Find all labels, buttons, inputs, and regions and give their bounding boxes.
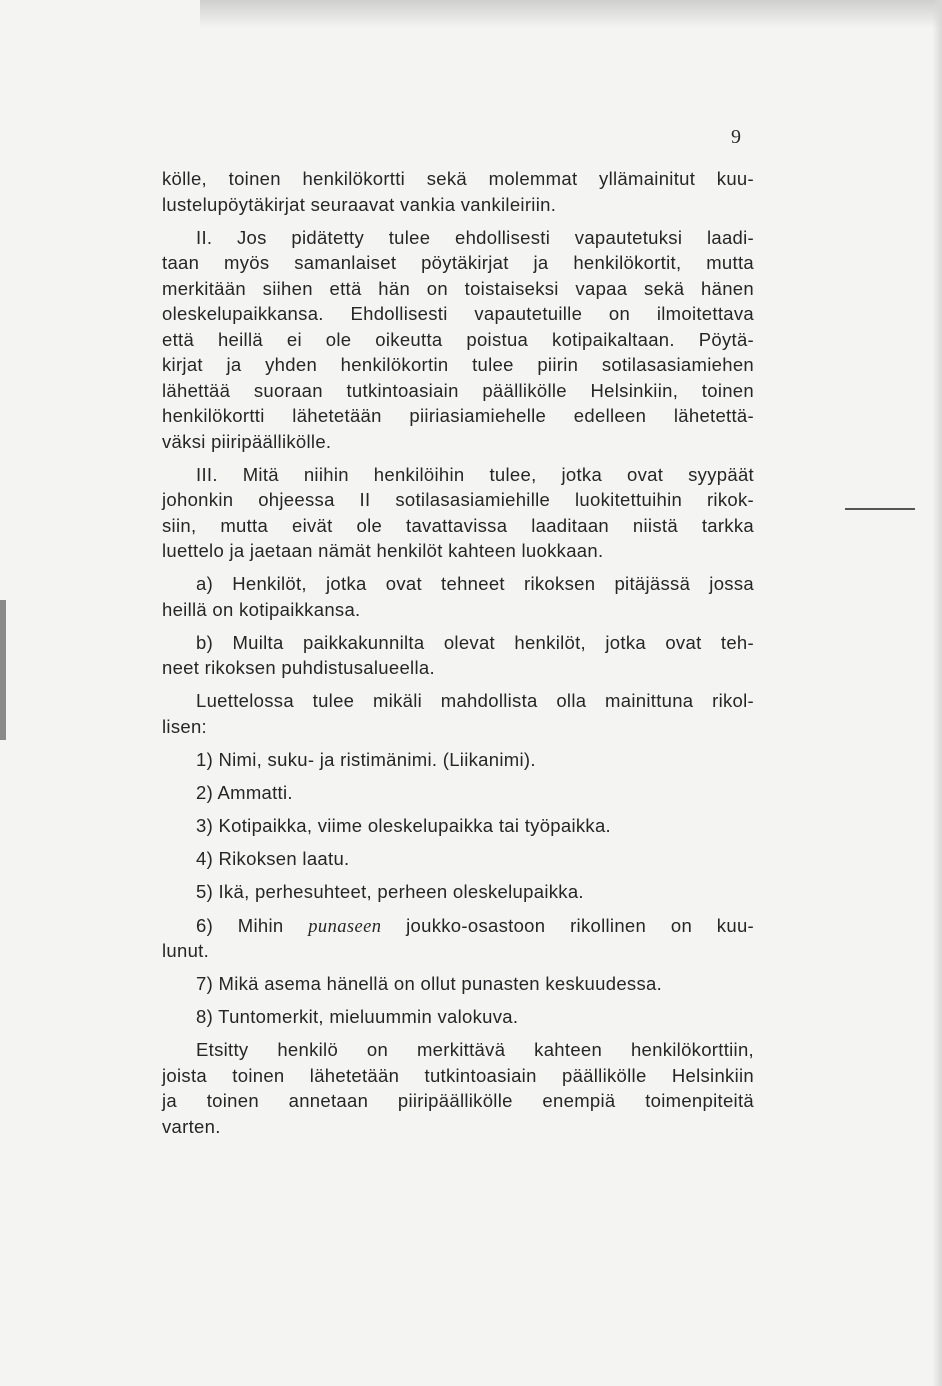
text-line: Luettelossa tulee mikäli mahdollista olla mainittuna rikol- bbox=[196, 690, 754, 712]
closing-paragraph bbox=[162, 1037, 754, 1139]
paper-fold-shadow bbox=[200, 0, 942, 28]
text-line: ja toinen annetaan piiripäällikölle enempiä toimenpiteitä bbox=[162, 1090, 754, 1112]
text-line: oleskelupaikkansa. Ehdollisesti vapautetuille on ilmoitettava bbox=[162, 303, 754, 325]
text-line: lähettää suoraan tutkintoasiain päällikölle Helsinkiin, toinen bbox=[162, 379, 754, 401]
text-line: luettelo ja jaetaan nämät henkilöt kahteen luokkaan. bbox=[162, 540, 604, 562]
section-3-paragraph bbox=[162, 462, 754, 564]
text-line: siin, mutta eivät ole tavattavissa laaditaan niistä tarkka bbox=[162, 514, 754, 536]
text-line: taan myös samanlaiset pöytäkirjat ja henkilökortit, mutta bbox=[162, 252, 754, 274]
list-item-emphasis: punaseen bbox=[308, 916, 382, 937]
list-item: 7) Mikä asema hänellä on ollut punasten keskuudessa. bbox=[196, 973, 663, 995]
class-a-paragraph bbox=[162, 571, 754, 622]
text-line: että heillä ei ole oikeutta poistua kotipaikaltaan. Pöytä- bbox=[162, 328, 754, 350]
text-line: johonkin ohjeessa II sotilasasiamiehille luokitettuihin rikok- bbox=[162, 489, 754, 511]
paper-edge-mark bbox=[0, 600, 6, 740]
list-intro-paragraph bbox=[162, 688, 754, 739]
text-line: lustelupöytäkirjat seuraavat vankia vankileiriin. bbox=[162, 193, 557, 215]
text-line: merkitään siihen että hän on toistaiseksi vapaa sekä hänen bbox=[162, 277, 754, 299]
list-item: 2) Ammatti. bbox=[196, 782, 293, 804]
list-item bbox=[162, 913, 754, 939]
list-item: 5) Ikä, perhesuhteet, perheen oleskelupaikka. bbox=[196, 881, 584, 903]
body-text bbox=[162, 166, 754, 1139]
text-line: a) Henkilöt, jotka ovat tehneet rikoksen pitäjässä jossa bbox=[196, 573, 754, 595]
list-item: 1) Nimi, suku- ja ristimänimi. (Liikanimi). bbox=[196, 749, 536, 771]
text-line: heillä on kotipaikkansa. bbox=[162, 598, 361, 620]
text-line: henkilökortti lähetetään piiriasiamiehelle edelleen lähetettä- bbox=[162, 405, 754, 427]
paper-edge-shadow bbox=[932, 0, 942, 1386]
text-line: Etsitty henkilö on merkittävä kahteen henkilökorttiin, bbox=[196, 1039, 754, 1061]
page-number: 9 bbox=[731, 126, 741, 148]
text-line: varten. bbox=[162, 1115, 221, 1137]
section-2-paragraph bbox=[162, 225, 754, 455]
text-line: III. Mitä niihin henkilöihin tulee, jotka ovat syypäät bbox=[196, 463, 754, 485]
text-line: joista toinen lähetetään tutkintoasiain päällikölle Helsinkiin bbox=[162, 1064, 754, 1086]
margin-dash-mark bbox=[845, 508, 915, 510]
class-b-paragraph bbox=[162, 630, 754, 681]
intro-paragraph bbox=[162, 166, 754, 217]
text-line: kirjat ja yhden henkilökortin tulee piirin sotilasasiamiehen bbox=[162, 354, 754, 376]
text-line: b) Muilta paikkakunnilta olevat henkilöt, jotka ovat teh- bbox=[196, 631, 754, 653]
text-line: kölle, toinen henkilökortti sekä molemmat yllämainitut kuu- bbox=[162, 168, 754, 189]
text-line: II. Jos pidätetty tulee ehdollisesti vapautetuksi laadi- bbox=[196, 226, 754, 248]
text-line: lisen: bbox=[162, 715, 207, 737]
list-item: 3) Kotipaikka, viime oleskelupaikka tai työpaikka. bbox=[196, 815, 611, 837]
list-item-text: 6) Mihin bbox=[196, 914, 309, 936]
text-line: neet rikoksen puhdistusalueella. bbox=[162, 657, 435, 679]
text-line: väksi piiripäällikölle. bbox=[162, 430, 332, 452]
list-item-text: joukko-osastoon rikollinen on kuu- bbox=[381, 914, 754, 936]
list-item: 8) Tuntomerkit, mieluummin valokuva. bbox=[196, 1006, 519, 1028]
criteria-list bbox=[162, 747, 754, 1030]
text-line: lunut. bbox=[162, 940, 210, 962]
list-item: 4) Rikoksen laatu. bbox=[196, 848, 350, 870]
